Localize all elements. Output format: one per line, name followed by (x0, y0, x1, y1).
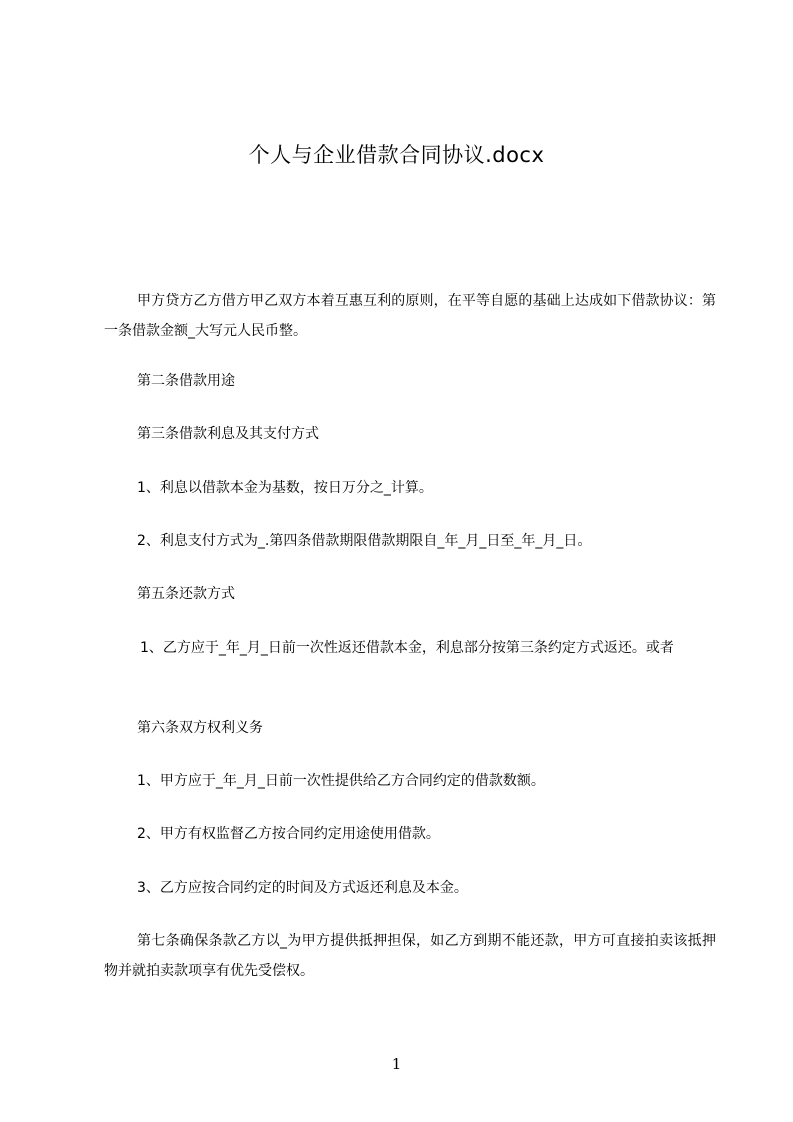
document-title: 个人与企业借款合同协议.docx (248, 143, 545, 167)
paragraph-article-3: 第三条借款利息及其支付方式 (137, 426, 319, 442)
paragraph-article-5: 第五条还款方式 (137, 586, 235, 602)
paragraph-interest-1: 1、利息以借款本金为基数，按日万分之_计算。 (137, 480, 433, 496)
paragraph-duty-2: 2、甲方有权监督乙方按合同约定用途使用借款。 (137, 826, 440, 842)
paragraph-interest-2: 2、利息支付方式为_.第四条借款期限借款期限自_年_月_日至_年_月_日。 (137, 533, 592, 549)
paragraph-repayment-1: 1、乙方应于_年_月_日前一次性返还借款本金，利息部分按第三条约定方式返还。或者 (140, 640, 674, 656)
paragraph-duty-1: 1、甲方应于_年_月_日前一次性提供给乙方合同约定的借款数额。 (137, 773, 545, 789)
paragraph-article-7: 第七条确保条款乙方以_为甲方提供抵押担保，如乙方到期不能还款，甲方可直接拍卖该抵押物并就拍卖款项享有优先受偿权。 (104, 933, 716, 979)
paragraph-article-6: 第六条双方权利义务 (137, 720, 263, 736)
paragraph-duty-3: 3、乙方应按合同约定的时间及方式返还利息及本金。 (137, 880, 468, 896)
paragraph-preamble: 甲方贷方乙方借方甲乙双方本着互惠互利的原则，在平等自愿的基础上达成如下借款协议：第一条借款金额_大写元人民币整。 (104, 293, 716, 339)
page-number: 1 (391, 1055, 402, 1073)
paragraph-article-2: 第二条借款用途 (137, 373, 235, 389)
